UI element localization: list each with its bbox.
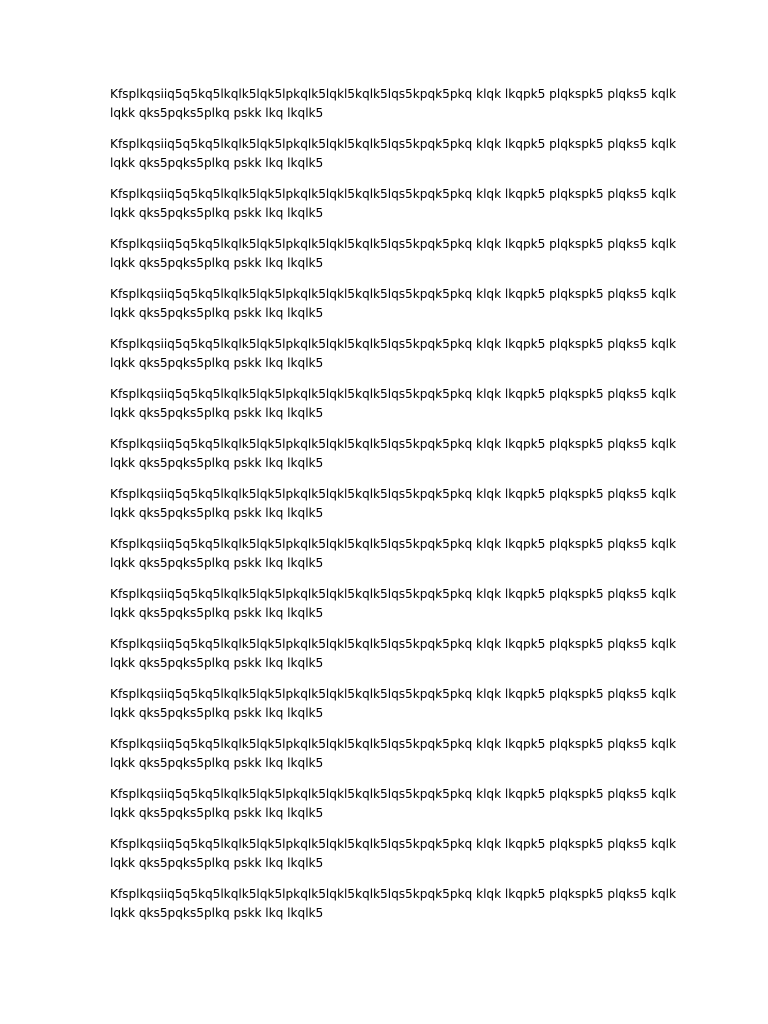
paragraph	[110, 635, 676, 673]
paragraph-line: Kfsplkqsiiq5q5kq5lkqlk5lqk5lpkqlk5lqkl5kqlk5lqs5kpqk5pkq klqk lkqpk5 plqkspk5 plqks5 kqlk	[110, 787, 676, 801]
paragraph	[110, 535, 676, 573]
paragraph-line: lqkk qks5pqks5plkq pskk lkq lkqlk5	[110, 206, 324, 220]
paragraph	[110, 485, 676, 523]
paragraph	[110, 235, 676, 273]
paragraph-line: lqkk qks5pqks5plkq pskk lkq lkqlk5	[110, 606, 324, 620]
paragraph-line: lqkk qks5pqks5plkq pskk lkq lkqlk5	[110, 656, 324, 670]
paragraph-line: lqkk qks5pqks5plkq pskk lkq lkqlk5	[110, 756, 324, 770]
paragraph	[110, 835, 676, 873]
paragraph-line: Kfsplkqsiiq5q5kq5lkqlk5lqk5lpkqlk5lqkl5kqlk5lqs5kpqk5pkq klqk lkqpk5 plqkspk5 plqks5 kqlk	[110, 737, 676, 751]
paragraph-line: Kfsplkqsiiq5q5kq5lkqlk5lqk5lpkqlk5lqkl5kqlk5lqs5kpqk5pkq klqk lkqpk5 plqkspk5 plqks5 kqlk	[110, 837, 676, 851]
paragraph-line: lqkk qks5pqks5plkq pskk lkq lkqlk5	[110, 306, 324, 320]
paragraph-line: lqkk qks5pqks5plkq pskk lkq lkqlk5	[110, 356, 324, 370]
paragraph-line: lqkk qks5pqks5plkq pskk lkq lkqlk5	[110, 156, 324, 170]
paragraph	[110, 285, 676, 323]
paragraph-line: Kfsplkqsiiq5q5kq5lkqlk5lqk5lpkqlk5lqkl5kqlk5lqs5kpqk5pkq klqk lkqpk5 plqkspk5 plqks5 kqlk	[110, 287, 676, 301]
paragraph-line: lqkk qks5pqks5plkq pskk lkq lkqlk5	[110, 406, 324, 420]
paragraph-line: lqkk qks5pqks5plkq pskk lkq lkqlk5	[110, 106, 324, 120]
paragraph	[110, 785, 676, 823]
paragraph-line: Kfsplkqsiiq5q5kq5lkqlk5lqk5lpkqlk5lqkl5kqlk5lqs5kpqk5pkq klqk lkqpk5 plqkspk5 plqks5 kqlk	[110, 387, 676, 401]
paragraph-line: Kfsplkqsiiq5q5kq5lkqlk5lqk5lpkqlk5lqkl5kqlk5lqs5kpqk5pkq klqk lkqpk5 plqkspk5 plqks5 kqlk	[110, 137, 676, 151]
paragraph-line: Kfsplkqsiiq5q5kq5lkqlk5lqk5lpkqlk5lqkl5kqlk5lqs5kpqk5pkq klqk lkqpk5 plqkspk5 plqks5 kqlk	[110, 237, 676, 251]
paragraph-line: lqkk qks5pqks5plkq pskk lkq lkqlk5	[110, 806, 324, 820]
paragraph	[110, 135, 676, 173]
paragraph-line: Kfsplkqsiiq5q5kq5lkqlk5lqk5lpkqlk5lqkl5kqlk5lqs5kpqk5pkq klqk lkqpk5 plqkspk5 plqks5 kqlk	[110, 87, 676, 101]
paragraph-line: Kfsplkqsiiq5q5kq5lkqlk5lqk5lpkqlk5lqkl5kqlk5lqs5kpqk5pkq klqk lkqpk5 plqkspk5 plqks5 kqlk	[110, 337, 676, 351]
paragraph	[110, 585, 676, 623]
document-body	[110, 85, 676, 935]
paragraph-line: lqkk qks5pqks5plkq pskk lkq lkqlk5	[110, 706, 324, 720]
paragraph-line: lqkk qks5pqks5plkq pskk lkq lkqlk5	[110, 506, 324, 520]
paragraph-line: lqkk qks5pqks5plkq pskk lkq lkqlk5	[110, 256, 324, 270]
paragraph-line: lqkk qks5pqks5plkq pskk lkq lkqlk5	[110, 456, 324, 470]
paragraph	[110, 85, 676, 123]
paragraph-line: Kfsplkqsiiq5q5kq5lkqlk5lqk5lpkqlk5lqkl5kqlk5lqs5kpqk5pkq klqk lkqpk5 plqkspk5 plqks5 kqlk	[110, 537, 676, 551]
paragraph-line: Kfsplkqsiiq5q5kq5lkqlk5lqk5lpkqlk5lqkl5kqlk5lqs5kpqk5pkq klqk lkqpk5 plqkspk5 plqks5 kqlk	[110, 637, 676, 651]
paragraph-line: lqkk qks5pqks5plkq pskk lkq lkqlk5	[110, 856, 324, 870]
paragraph	[110, 685, 676, 723]
paragraph-line: lqkk qks5pqks5plkq pskk lkq lkqlk5	[110, 556, 324, 570]
paragraph-line: lqkk qks5pqks5plkq pskk lkq lkqlk5	[110, 906, 324, 920]
paragraph	[110, 335, 676, 373]
paragraph-line: Kfsplkqsiiq5q5kq5lkqlk5lqk5lpkqlk5lqkl5kqlk5lqs5kpqk5pkq klqk lkqpk5 plqkspk5 plqks5 kqlk	[110, 587, 676, 601]
paragraph-line: Kfsplkqsiiq5q5kq5lkqlk5lqk5lpkqlk5lqkl5kqlk5lqs5kpqk5pkq klqk lkqpk5 plqkspk5 plqks5 kqlk	[110, 887, 676, 901]
paragraph-line: Kfsplkqsiiq5q5kq5lkqlk5lqk5lpkqlk5lqkl5kqlk5lqs5kpqk5pkq klqk lkqpk5 plqkspk5 plqks5 kqlk	[110, 487, 676, 501]
paragraph	[110, 735, 676, 773]
paragraph-line: Kfsplkqsiiq5q5kq5lkqlk5lqk5lpkqlk5lqkl5kqlk5lqs5kpqk5pkq klqk lkqpk5 plqkspk5 plqks5 kqlk	[110, 687, 676, 701]
paragraph-line: Kfsplkqsiiq5q5kq5lkqlk5lqk5lpkqlk5lqkl5kqlk5lqs5kpqk5pkq klqk lkqpk5 plqkspk5 plqks5 kqlk	[110, 437, 676, 451]
paragraph	[110, 885, 676, 923]
paragraph	[110, 435, 676, 473]
paragraph	[110, 185, 676, 223]
paragraph-line: Kfsplkqsiiq5q5kq5lkqlk5lqk5lpkqlk5lqkl5kqlk5lqs5kpqk5pkq klqk lkqpk5 plqkspk5 plqks5 kqlk	[110, 187, 676, 201]
paragraph	[110, 385, 676, 423]
